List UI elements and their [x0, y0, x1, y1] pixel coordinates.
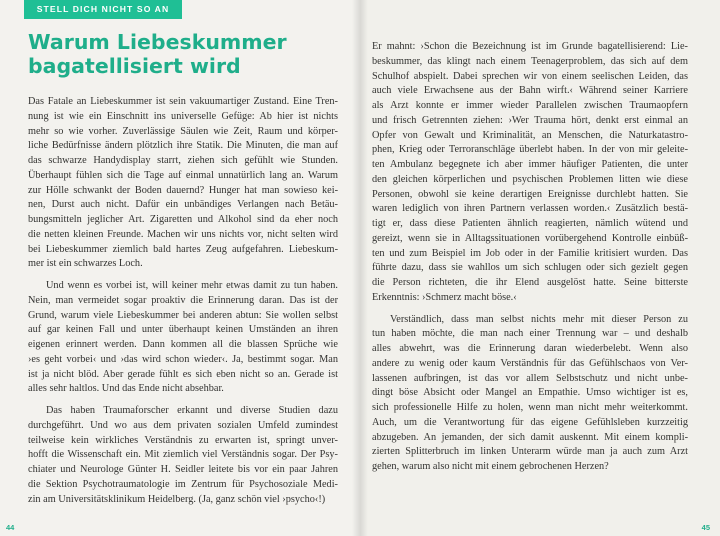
- text-line: Nein, man vermeidet sogar proaktiv die Erinnerung daran. Das ist der: [28, 294, 338, 306]
- paragraph: [28, 279, 338, 397]
- text-line: als Arzt konnte er immer wieder Parallelen zwischen Traumaopfern: [372, 100, 688, 111]
- text-line: bungsmitteln jeglicher Art. Zigaretten und Alkohol sind da eher noch: [28, 214, 338, 225]
- text-line: alles sehr haltlos. Und das Ende nicht absehbar.: [28, 383, 224, 395]
- text-line: ten Ambulanz begegnete ich aber immer häufiger Patienten, die unter: [372, 159, 688, 170]
- text-line: teilweise kein wirkliches Verständnis zu erwarten ist, springt unver-: [28, 434, 338, 446]
- text-line: gereizt, wenn sie in Alltagssituationen vorübergehend Kontrolle einbüß-: [372, 232, 688, 244]
- text-line: und frisch Getrennten ziehen: ›Wer Trauma hört, denkt erst einmal an: [372, 114, 688, 126]
- text-line: Überhaupt fühlen sich die Tage auf einmal unnatürlich lang an. Warum: [28, 169, 338, 181]
- paragraph-gap: [28, 397, 338, 404]
- text-line: Grund, warum viele Liebeskummer bei anderen abtun: Sie wollen selbst: [28, 309, 338, 321]
- text-line: Personen, obwohl sie keine derartigen Ereignisse durchlebt hatten. Sie: [372, 188, 688, 200]
- text-line: zierten Splitterbruch im linken Unterarm würde man ja auch zum Arzt: [372, 446, 688, 458]
- text-line: andere zu wenig oder kaum Verständnis für das Gefühlschaos von Ver-: [372, 357, 688, 369]
- text-line: zur Hölle schwankt der Boden dauernd? Hunger hat man sowieso kei-: [28, 184, 338, 196]
- left-body-text: [28, 95, 338, 507]
- text-line: ›es geht vorbei‹ und ›das wird schon wieder‹. Ja, bestimmt sogar. Man: [28, 353, 338, 365]
- text-line: tigt er, dass diese Patienten ähnlich reagierten, nämlich wütend und: [372, 218, 688, 229]
- text-line: alles abwehrt, was die Erinnerung daran wiederbelebt. Wenn also: [372, 343, 688, 354]
- text-line: abzugeben. An jemanden, der sich damit auskennt. Mit einem kompli-: [372, 431, 688, 443]
- paragraph: [372, 313, 688, 475]
- text-line: dingt böse Absicht oder Mangel an Empathie. Umso wichtiger ist es,: [372, 387, 688, 399]
- text-line: waren lediglich von ihren Partnern verlassen worden.‹ Zusätzlich bestä-: [372, 203, 688, 215]
- running-head: STELL DICH NICHT SO AN: [24, 0, 182, 19]
- text-line: auch viele Erwachsene aus der Bahn wirft.‹ Während seiner Karriere: [372, 85, 688, 97]
- text-line: Opfer von Gewalt und Kriminalität, an Menschen, die Naturkatastro-: [372, 129, 688, 141]
- text-line: zin am Universitätsklinikum Heidelberg. (Ja, ganz schön viel ›psycho‹!): [28, 493, 326, 505]
- text-line: nung ist wie ein Einschnitt ins universelle Gefüge: Ab hier ist nichts: [28, 110, 338, 122]
- text-line: den gleichen körperlichen und psychischen Problemen litten wie diese: [372, 173, 688, 185]
- text-line: das schwarze Handydisplay starrt, ziehen sich gefühlt wie Stunden.: [28, 155, 338, 166]
- paragraph-gap: [372, 306, 688, 313]
- text-line: liche Bedürfnisse ändern plötzlich ihre Statik. Die Minuten, die man auf: [28, 140, 338, 152]
- text-line: gehen, warum also nicht mit einem gebrochenen Herzen?: [372, 461, 609, 472]
- text-line: die netten kleinen Freunde. Machen wir uns nichts vor, nicht selten wird: [28, 228, 338, 240]
- text-line: Erkenntnis: ›Schmerz macht böse.‹: [372, 291, 517, 303]
- text-line: tun haben möchte, die man nach einer Trennung war – und deshalb: [372, 328, 688, 340]
- text-line: Und wenn es vorbei ist, will keiner mehr etwas damit zu tun haben.: [46, 280, 338, 291]
- text-line: Schulhof abspielt. Dabei sprechen wir von einem seelischen Leiden, das: [372, 70, 688, 82]
- paragraph-gap: [28, 272, 338, 279]
- text-line: Das haben Traumaforscher erkannt und diverse Studien dazu: [46, 405, 338, 416]
- text-line: sich professionelle Hilfe zu holen, wenn man nicht mehr weiterkommt.: [372, 402, 688, 413]
- text-line: Er mahnt: ›Schon die Bezeichnung ist im Grunde bagatellisierend: Lie-: [372, 41, 688, 52]
- text-line: mer ist ein schwarzes Loch.: [28, 258, 143, 270]
- text-line: führte dazu, dass sie wahllos um sich schlugen oder sich gezielt gegen: [372, 262, 688, 274]
- text-line: hofft die Wissenschaft ein. Mit ziemlich viel Verständnis sogar. Der Psy-: [28, 449, 338, 461]
- paragraph: [28, 95, 338, 272]
- chapter-title: Warum Liebeskummer bagatellisiert wird: [28, 30, 287, 78]
- text-line: Verständlich, dass man selbst nichts mehr mit dieser Person zu: [390, 313, 688, 325]
- text-line: bei Liebeskummer ziemlich bald hartes Zeug aufgefahren. Liebeskum-: [28, 243, 338, 255]
- text-line: ten und zum Beispiel im Job oder in der Familie kritisiert wurden. Das: [372, 247, 688, 259]
- text-line: die Person richteten, die ihr Elend ausgelöst hatte. Seine bitterste: [372, 277, 688, 288]
- text-line: Auch, um die Verantwortung für das eigene Gefühlsleben kurzzeitig: [372, 416, 688, 428]
- page-number-left: 44: [6, 523, 15, 532]
- text-line: eigenen erinnert werden. Dann kommen all die blassen Sprüche wie: [28, 339, 338, 350]
- text-line: Das Fatale an Liebeskummer ist sein vakuumartiger Zustand. Eine Tren-: [28, 96, 338, 107]
- page-number-right: 45: [701, 523, 710, 532]
- text-line: beskummer, das klingt nach einem Teenagerproblem, das sich auf dem: [372, 55, 688, 67]
- text-line: phen, Krieg oder Terroranschläge überlebt haben. In der von mir geleite-: [372, 144, 688, 156]
- text-line: lassenen aufbringen, ist das vor allem Selbstschutz und nicht unbe-: [372, 372, 688, 384]
- text-line: mehr so wie vorher. Zuverlässige Säulen wie Zeit, Raum und körper-: [28, 125, 338, 137]
- text-line: chiater und Neurologe Günter H. Seidler leitete bis vor ein paar Jahren: [28, 464, 338, 475]
- text-line: die Sektion Psychotraumatologie im Zentrum für Psychosoziale Medi-: [28, 478, 338, 490]
- paragraph: [28, 404, 338, 507]
- text-line: nen, Durst auch nicht. Dafür ein unbändiges Verlangen nach Betäu-: [28, 199, 338, 211]
- text-line: auf gar keinen Fall und unter überhaupt keinen Umständen an ihren: [28, 324, 338, 336]
- text-line: durchgeführt. Und wo aus dem privaten sozialen Umfeld zumindest: [28, 419, 338, 431]
- paragraph: [372, 40, 688, 306]
- right-body-text: [372, 40, 688, 475]
- text-line: ist ja nicht blöd. Aber gerade fühlt es sich eben nicht so an. Gerade ist: [28, 368, 338, 380]
